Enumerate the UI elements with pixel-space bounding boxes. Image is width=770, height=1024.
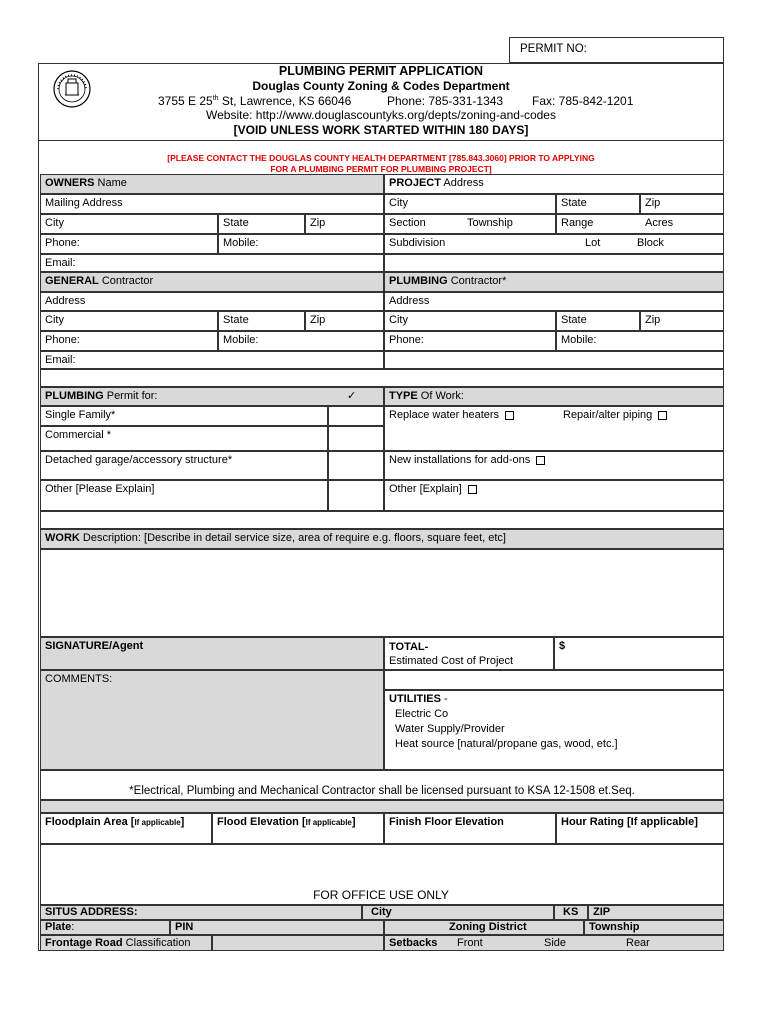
repair-alter-piping-checkbox[interactable]	[658, 411, 667, 420]
permit-other[interactable]: Other [Please Explain]	[40, 480, 328, 511]
permit-detached-garage[interactable]: Detached garage/accessory structure*	[40, 451, 328, 480]
owners-zip-field[interactable]: Zip	[305, 214, 384, 234]
permit-commercial-check[interactable]	[328, 426, 384, 451]
type-other-checkbox[interactable]	[468, 485, 477, 494]
office-use-title: FOR OFFICE USE ONLY	[313, 888, 449, 902]
utilities-blank-row[interactable]	[384, 670, 724, 690]
hour-rating-field[interactable]: Hour Rating [If applicable]	[556, 813, 724, 844]
setbacks-field[interactable]: Setbacks Front Side Rear	[384, 935, 724, 951]
situs-address-field[interactable]: SITUS ADDRESS:	[40, 905, 362, 920]
frontage-road-field[interactable]: Frontage Road Classification	[40, 935, 212, 951]
form-title: PLUMBING PERMIT APPLICATION	[278, 64, 484, 78]
type-replace-water-heaters[interactable]: Replace water heaters Repair/alter piping	[384, 406, 724, 451]
project-subdivision-field[interactable]: Subdivision Lot Block	[384, 234, 724, 254]
plumbing-phone-field[interactable]: Phone:	[384, 331, 556, 351]
permit-for-header: PLUMBING Permit for: ✓	[40, 387, 384, 406]
permit-commercial[interactable]: Commercial *	[40, 426, 328, 451]
pin-field[interactable]: PIN	[170, 920, 384, 935]
utilities-section: UTILITIES - Electric Co Water Supply/Provider Heat source [natural/propane gas, wood, etc.]	[384, 690, 724, 770]
floodplain-area-field[interactable]: Floodplain Area [If applicable]	[40, 813, 212, 844]
type-of-work-header: TYPE Of Work:	[384, 387, 724, 406]
plate-field[interactable]: Plate:	[40, 920, 170, 935]
total-cost-label: TOTAL- Estimated Cost of Project	[384, 637, 554, 670]
project-address-field[interactable]: PROJECT Address	[384, 174, 724, 194]
spacer-row-2	[40, 511, 724, 529]
owners-mobile-field[interactable]: Mobile:	[218, 234, 384, 254]
project-state-field[interactable]: State	[556, 194, 640, 214]
general-contractor-field[interactable]: GENERAL Contractor	[40, 272, 384, 292]
permit-other-check[interactable]	[328, 480, 384, 511]
owners-mailing-address-field[interactable]: Mailing Address	[40, 194, 384, 214]
street-address: 3755 E 25th St, Lawrence, KS 66046	[158, 94, 352, 108]
gray-divider-row	[40, 800, 724, 813]
office-city-field[interactable]: City	[362, 905, 554, 920]
permit-number-label: PERMIT NO:	[520, 43, 587, 55]
health-dept-notice: [PLEASE CONTACT THE DOUGLAS COUNTY HEALTH DEPARTMENT [785.843.3060] PRIOR TO APPLYING FOR A PLUMBING PERMIT FOR PLUMBING PROJECT]	[167, 153, 595, 174]
permit-number-box[interactable]	[509, 37, 724, 63]
owners-city-field[interactable]: City	[40, 214, 218, 234]
replace-water-heaters-checkbox[interactable]	[505, 411, 514, 420]
plumbing-mobile-field[interactable]: Mobile:	[556, 331, 724, 351]
work-description-area[interactable]	[40, 549, 724, 637]
department-phone: Phone: 785-331-1343	[387, 94, 504, 108]
utility-water-supply[interactable]: Water Supply/Provider	[395, 723, 505, 735]
permit-single-family-check[interactable]	[328, 406, 384, 426]
type-other[interactable]: Other [Explain]	[384, 480, 724, 511]
owners-state-field[interactable]: State	[218, 214, 305, 234]
plumbing-address-field[interactable]: Address	[384, 292, 724, 311]
owners-phone-field[interactable]: Phone:	[40, 234, 218, 254]
frontage-value-field[interactable]	[212, 935, 384, 951]
general-email-field[interactable]: Email:	[40, 351, 384, 369]
department-fax: Fax: 785-842-1201	[532, 94, 634, 108]
plumbing-contractor-field[interactable]: PLUMBING Contractor*	[384, 272, 724, 292]
plumbing-state-field[interactable]: State	[556, 311, 640, 331]
project-range-acres-field[interactable]: Range Acres	[556, 214, 724, 234]
project-city-field[interactable]: City	[384, 194, 556, 214]
general-address-field[interactable]: Address	[40, 292, 384, 311]
signature-agent-field[interactable]: SIGNATURE/Agent	[40, 637, 384, 670]
spacer-row	[40, 369, 724, 387]
general-state-field[interactable]: State	[218, 311, 305, 331]
department-website: Website: http://www.douglascountyks.org/depts/zoning-and-codes	[206, 108, 556, 122]
plumbing-city-field[interactable]: City	[384, 311, 556, 331]
project-zip-field[interactable]: Zip	[640, 194, 724, 214]
flood-elevation-field[interactable]: Flood Elevation [If applicable]	[212, 813, 384, 844]
project-section-township-field[interactable]: Section Township	[384, 214, 556, 234]
office-ks-field[interactable]: KS	[554, 905, 588, 920]
plumbing-zip-field[interactable]: Zip	[640, 311, 724, 331]
department-name: Douglas County Zoning & Codes Department	[252, 79, 510, 93]
utility-electric-co[interactable]: Electric Co	[395, 708, 449, 720]
checkmark-icon: ✓	[347, 390, 357, 402]
finish-floor-elevation-field[interactable]: Finish Floor Elevation	[384, 813, 556, 844]
zoning-district-field[interactable]: Zoning District	[384, 920, 584, 935]
department-address-line	[158, 92, 678, 108]
comments-field[interactable]: COMMENTS:	[40, 670, 384, 770]
work-description-header: WORK Description: [Describe in detail service size, area of require e.g. floors, square feet, etc]	[40, 529, 724, 549]
new-installations-checkbox[interactable]	[536, 456, 545, 465]
plumbing-blank-row[interactable]	[384, 351, 724, 369]
general-mobile-field[interactable]: Mobile:	[218, 331, 384, 351]
utility-heat-source[interactable]: Heat source [natural/propane gas, wood, etc.]	[395, 738, 618, 750]
general-phone-field[interactable]: Phone:	[40, 331, 218, 351]
license-note: *Electrical, Plumbing and Mechanical Contractor shall be licensed pursuant to KSA 12-1508 et.Seq.	[40, 770, 724, 800]
void-notice: [VOID UNLESS WORK STARTED WITHIN 180 DAYS]	[233, 123, 529, 137]
type-new-installations[interactable]: New installations for add-ons	[384, 451, 724, 480]
project-blank-row[interactable]	[384, 254, 724, 272]
general-city-field[interactable]: City	[40, 311, 218, 331]
office-township-field[interactable]: Township	[584, 920, 724, 935]
permit-single-family[interactable]: Single Family*	[40, 406, 328, 426]
office-zip-field[interactable]: ZIP	[588, 905, 724, 920]
general-zip-field[interactable]: Zip	[305, 311, 384, 331]
owners-email-field[interactable]: Email:	[40, 254, 384, 272]
owners-name-field[interactable]: OWNERS Name	[40, 174, 384, 194]
total-cost-field[interactable]: $	[554, 637, 724, 670]
permit-detached-garage-check[interactable]	[328, 451, 384, 480]
